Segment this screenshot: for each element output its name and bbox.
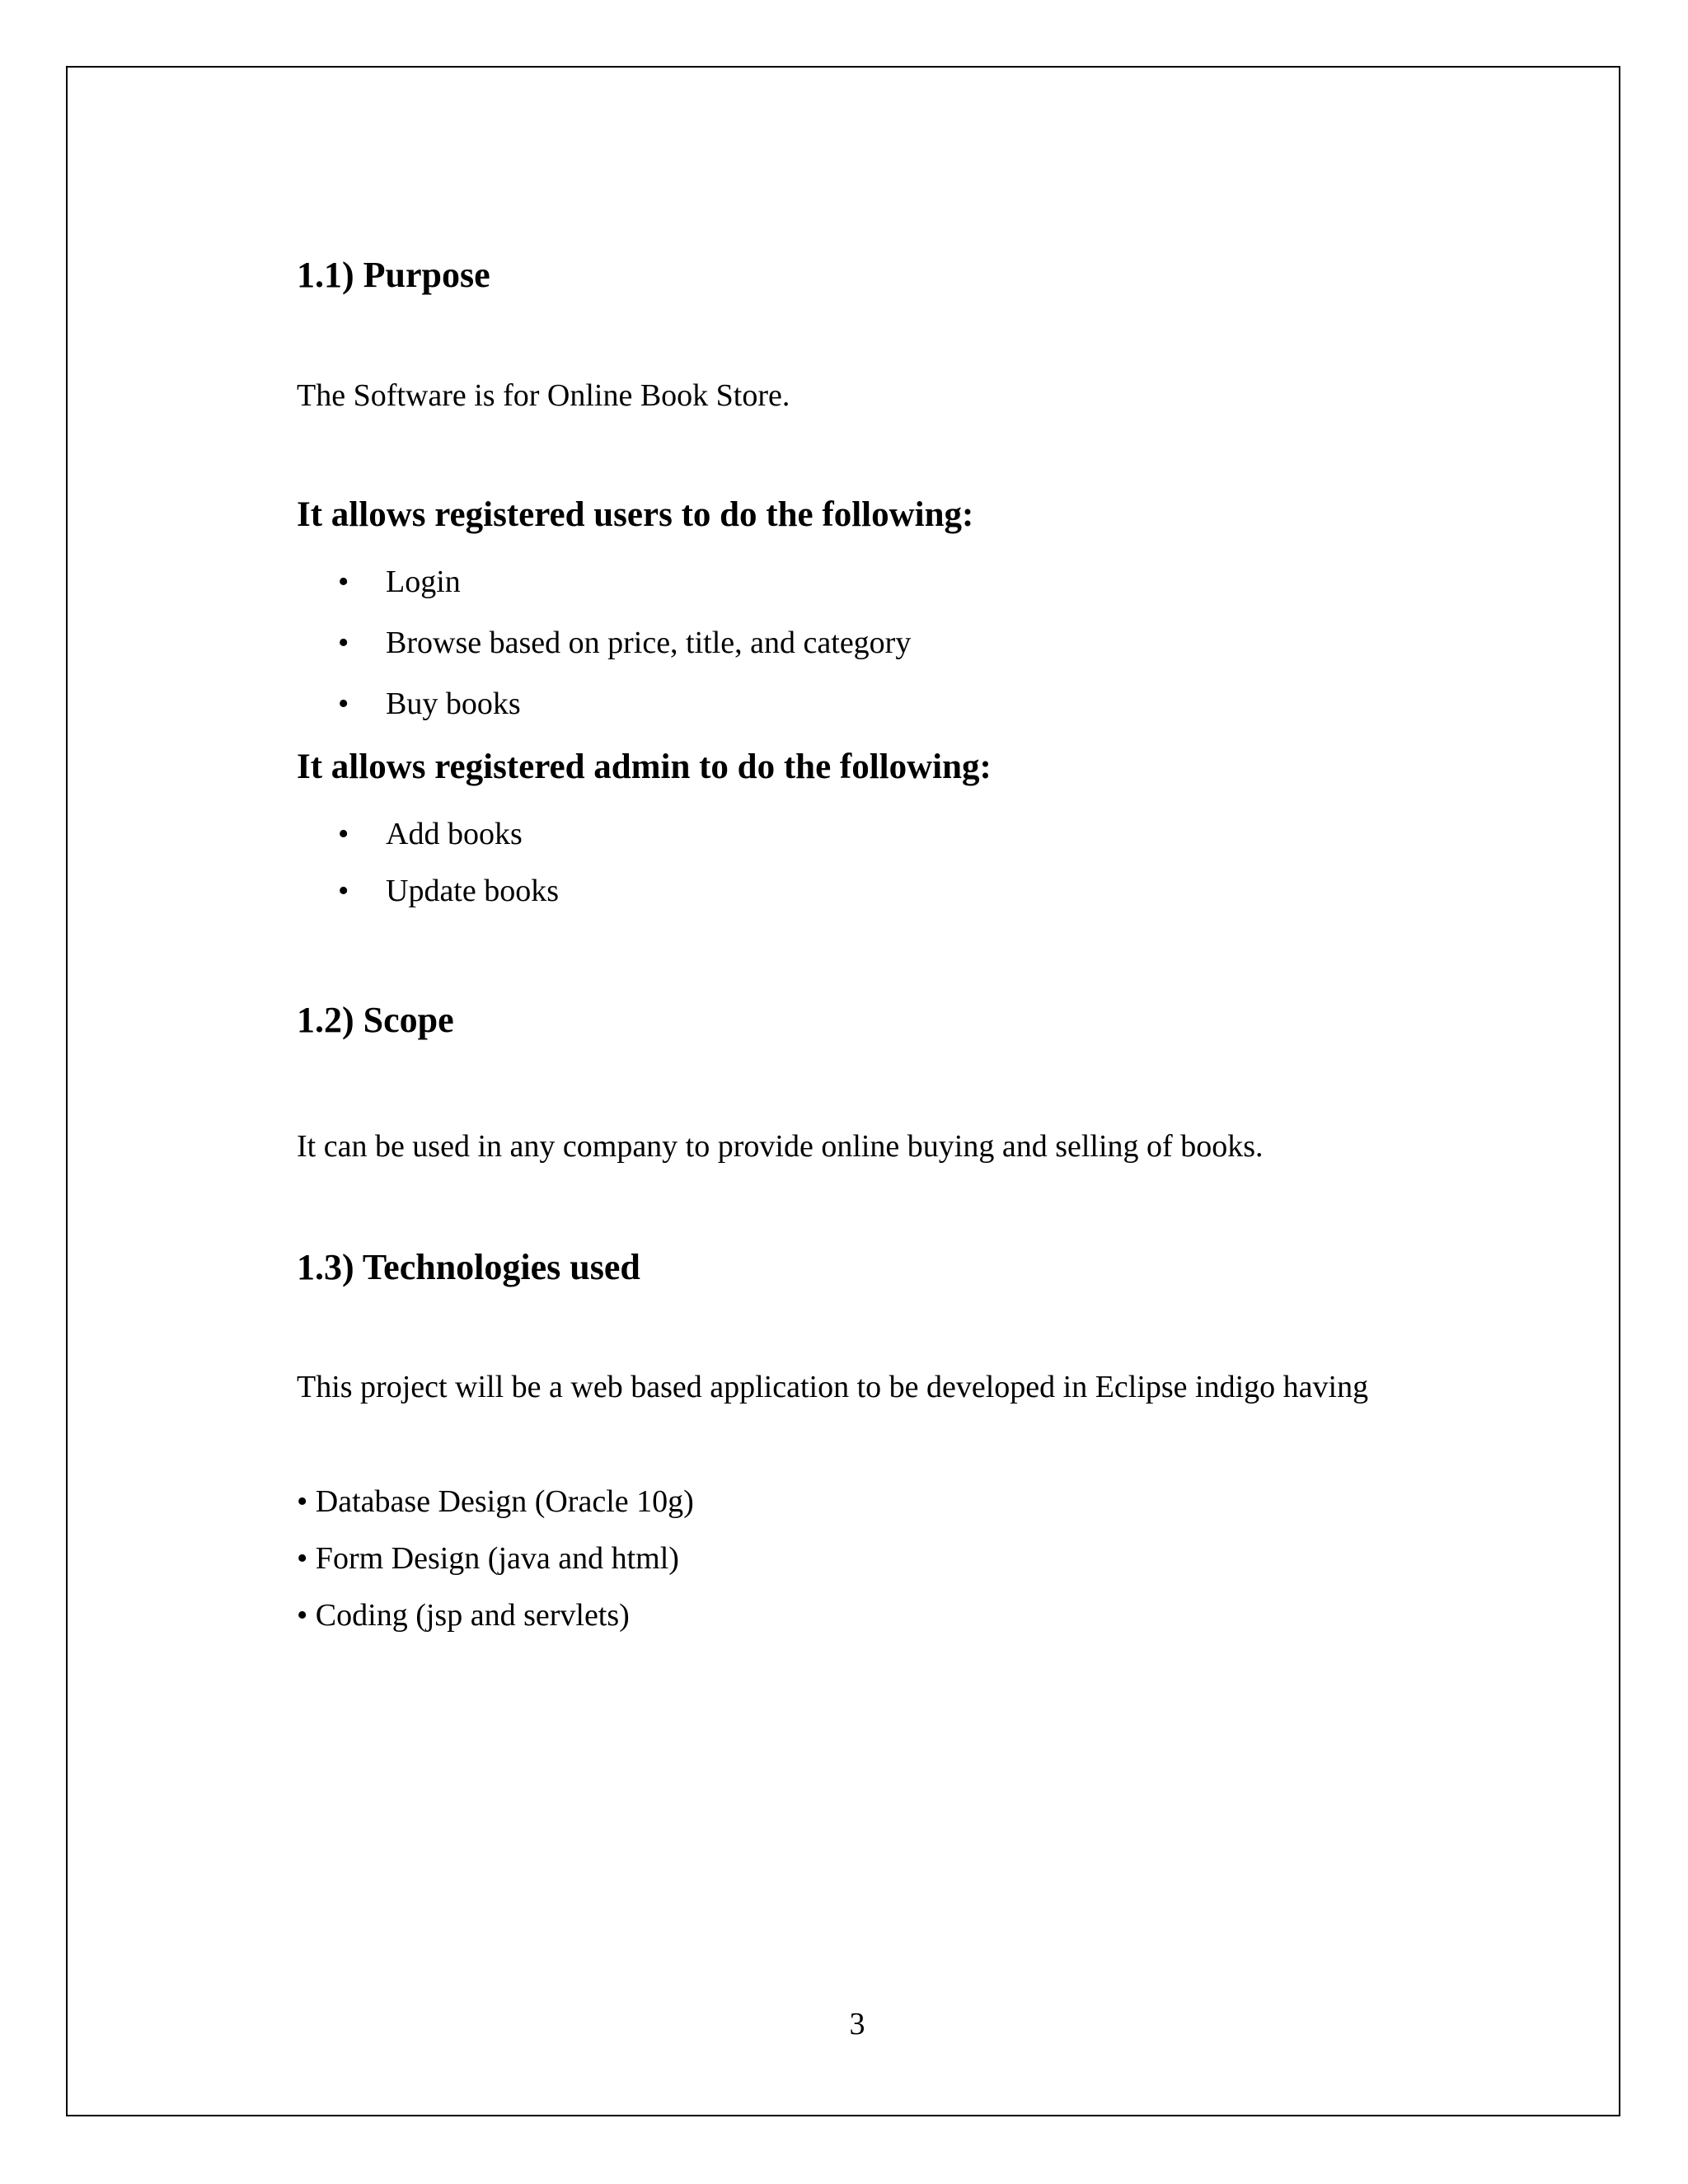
list-item-text: Login (386, 565, 461, 599)
admin-heading: It allows registered admin to do the following: (297, 748, 992, 786)
technology-item: • Database Design (Oracle 10g) (297, 1484, 694, 1519)
bullet-icon: • (338, 817, 349, 851)
users-heading: It allows registered users to do the following: (297, 495, 974, 534)
scope-text: It can be used in any company to provide online buying and selling of books. (297, 1129, 1264, 1164)
technology-item: • Form Design (java and html) (297, 1541, 679, 1576)
section-heading-technologies: 1.3) Technologies used (297, 1247, 640, 1287)
technologies-text: This project will be a web based application to be developed in Eclipse indigo having (297, 1370, 1369, 1404)
page-border (66, 66, 1620, 2116)
list-item-text: Update books (386, 874, 560, 908)
purpose-text: The Software is for Online Book Store. (297, 378, 790, 413)
list-item-text: Browse based on price, title, and category (386, 626, 912, 660)
technology-item: • Coding (jsp and servlets) (297, 1598, 630, 1633)
bullet-icon: • (338, 687, 349, 721)
list-item-text: Buy books (386, 687, 521, 721)
page-number: 3 (849, 2007, 865, 2041)
section-heading-scope: 1.2) Scope (297, 1000, 454, 1040)
bullet-icon: • (338, 874, 349, 908)
list-item-text: Add books (386, 817, 523, 851)
bullet-icon: • (338, 626, 349, 660)
bullet-icon: • (338, 565, 349, 599)
section-heading-purpose: 1.1) Purpose (297, 255, 490, 295)
